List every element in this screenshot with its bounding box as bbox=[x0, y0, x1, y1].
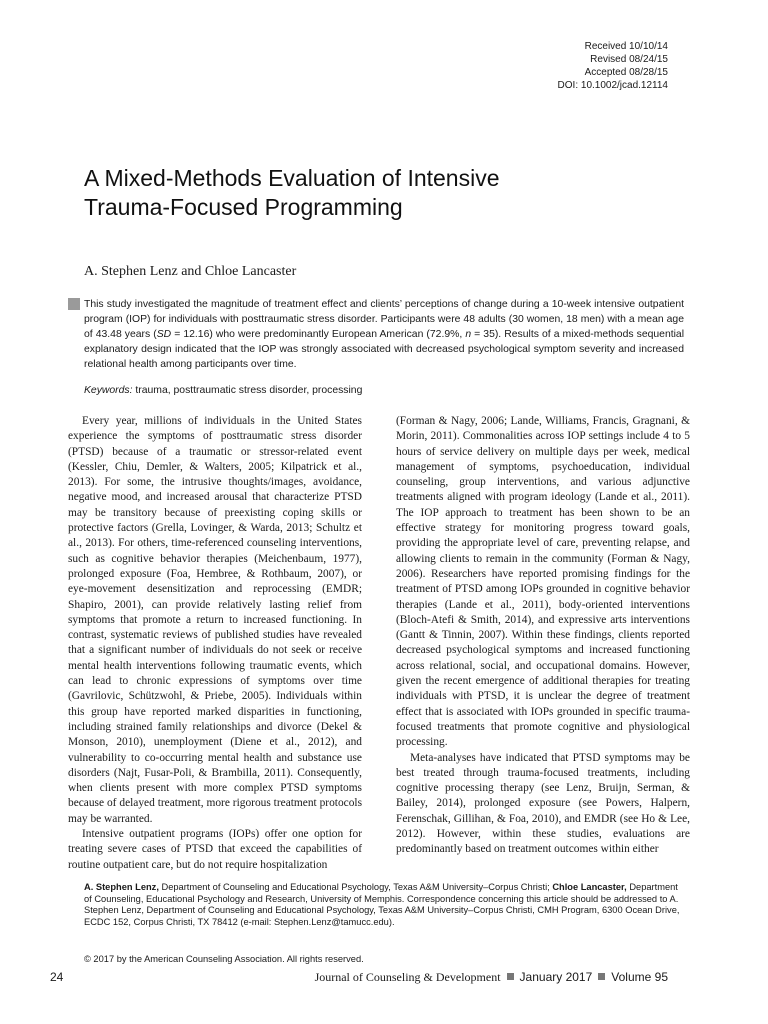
keywords bbox=[84, 385, 684, 396]
abstract-sd-label: SD bbox=[156, 329, 172, 340]
abstract-text-3: = 35). Results of a mixed-methods sequential explanatory design indicated that the IOP was strongly associated with decreased psychological symptom severity and increased relational health among participants over time. bbox=[84, 329, 684, 370]
received-date: Received 10/10/14 bbox=[584, 41, 668, 52]
body-paragraph: Meta-analyses have indicated that PTSD symptoms may be best treated through trauma-focused treatments, including cognitive processing therapy (see Lenz, Bruijn, Serman, & Bailey, 2014), prolonged exposure (see Powers, Halpern, Ferenschak, Gillihan, & Foa, 2010), and EMDR (see Ho & Lee, 2012). However, within these studies, evaluations are predominantly based on treatment outcomes within either bbox=[396, 751, 690, 856]
footnote-affiliation-1: Department of Counseling and Educational Psychology, Texas A&M University–Corpus Christi; bbox=[158, 882, 553, 892]
page-footer bbox=[50, 970, 668, 988]
body-paragraph: Intensive outpatient programs (IOPs) offer one option for treating severe cases of PTSD that exceed the capabilities of routine outpatient care, but do not require hospitalization bbox=[68, 828, 362, 871]
body-column-left bbox=[68, 414, 362, 873]
abstract-n-label: n bbox=[465, 329, 472, 340]
page-number: 24 bbox=[50, 970, 64, 984]
volume-number: Volume 95 bbox=[611, 970, 668, 984]
article-authors: A. Stephen Lenz and Chloe Lancaster bbox=[84, 264, 297, 279]
body-column-right bbox=[396, 414, 690, 858]
footnote-affiliation-2: Department of Counseling, Educational Psychology and Research, University of Memphis. Correspondence concerning this article should be addressed to A. Stephen Lenz, Department of Counseling and Educational Psychology, Texas A&M University–Corpus Christi, CMH Program, 6300 Ocean Drive, ECDC 152, Corpus Christi, TX 78412 (e-mail: Stephen.Lenz@tamucc.edu). bbox=[84, 882, 680, 927]
body-paragraph: Every year, millions of individuals in the United States experience the symptoms of posttraumatic stress disorder (PTSD) because of a traumatic or stressor-related event (Kessler, Chiu, Demler, & Walters, 2005; Kilpatrick et al., 2013). For some, the intrusive thoughts/images, avoidance, negative mood, and increased arousal that characterize PTSD may be transitory because of preexisting coping skills or protective factors (Grella, Lovinger, & Warda, 2013; Schultz et al., 2013). For others, time-referenced counseling interventions, such as cognitive behavior therapies (Meichenbaum, 1977), prolonged exposure (Foa, Hembree, & Rothbaum, 2007), or eye-movement desensitization and reprocessing (EMDR; Shapiro, 2001), can provide relatively lasting relief from symptoms that promote a return to increased functioning. In contrast, systematic reviews of published studies have revealed that a significant number of individuals do not seek or receive mental health interventions following traumatic events, which can lead to chronic expressions of symptoms over time (Gavrilovic, Schützwohl, & Priebe, 2005). Individuals within this group have reported marked disparities in functioning, including strained family relationships and divorce (Dekel & Monson, 2010), unemployment (Diene et al., 2012), and vulnerability to co-occurring mental health and substance use disorders (Najt, Fusar-Poli, & Brambilla, 2011). Consequently, when clients present with more complex PTSD symptoms because of delayed treatment, more rigorous treatment protocols may be warranted. bbox=[68, 415, 362, 825]
square-separator-icon bbox=[598, 973, 605, 980]
body-paragraph: (Forman & Nagy, 2006; Lande, Williams, Francis, Gragnani, & Morin, 2011). Commonalities across IOP settings include 4 to 5 hours of service delivery on multiple days per week, medical management of symptoms, psychoeducation, individual counseling, group interventions, and various adjunctive treatments aligned with program ideology (Lande et al., 2011). The IOP approach to treatment has been shown to be an effective strategy for monitoring progress toward goals, providing the appropriate level of care, preventing relapse, and allowing clients to remain in the community (Forman & Nagy, 2006). Researchers have reported promising findings for the treatment of PTSD among IOPs grounded in cognitive behavior therapies (Lande et al., 2011), body-oriented interventions (Bloch-Atefi & Smith, 2014), and expressive arts interventions (Gantt & Tinnin, 2007). Within these findings, clients reported decreased psychological symptoms and increased functioning across relational, social, and occupational domains. However, given the recent emergence of additional therapies for treating individuals with PTSD, it is unclear the degree of treatment effect that is associated with IOPs grounded in specific trauma-focused treatments that promote cognitive and physiological processing. bbox=[396, 415, 690, 749]
submission-dates bbox=[558, 40, 668, 92]
accepted-date: Accepted 08/28/15 bbox=[584, 67, 668, 78]
revised-date: Revised 08/24/15 bbox=[590, 54, 668, 65]
footnote-author-1: A. Stephen Lenz, bbox=[84, 882, 159, 892]
square-separator-icon bbox=[507, 973, 514, 980]
abstract-text-2: = 12.16) who were predominantly European American (72.9%, bbox=[171, 329, 466, 340]
issue-date: January 2017 bbox=[519, 970, 593, 984]
abstract-marker bbox=[68, 298, 80, 310]
journal-name: Journal of Counseling & Development bbox=[314, 970, 501, 984]
keywords-label: Keywords: bbox=[84, 385, 133, 396]
abstract-text-1: This study investigated the magnitude of treatment effect and clients’ perceptions of change during a 10-week intensive outpatient program (IOP) for individuals with posttraumatic stress disorder. Participants were 48 adults (30 women, 18 men) with a mean age of 43.48 years ( bbox=[84, 299, 684, 340]
doi: DOI: 10.1002/jcad.12114 bbox=[557, 80, 668, 91]
footnote-author-2: Chloe Lancaster, bbox=[552, 882, 627, 892]
author-footnote bbox=[84, 882, 680, 928]
copyright-notice: © 2017 by the American Counseling Association. All rights reserved. bbox=[84, 954, 364, 964]
keywords-text: trauma, posttraumatic stress disorder, processing bbox=[132, 385, 363, 396]
abstract bbox=[84, 297, 684, 372]
journal-citation bbox=[315, 970, 668, 985]
article-title: A Mixed-Methods Evaluation of Intensive Trauma-Focused Programming bbox=[84, 165, 500, 220]
